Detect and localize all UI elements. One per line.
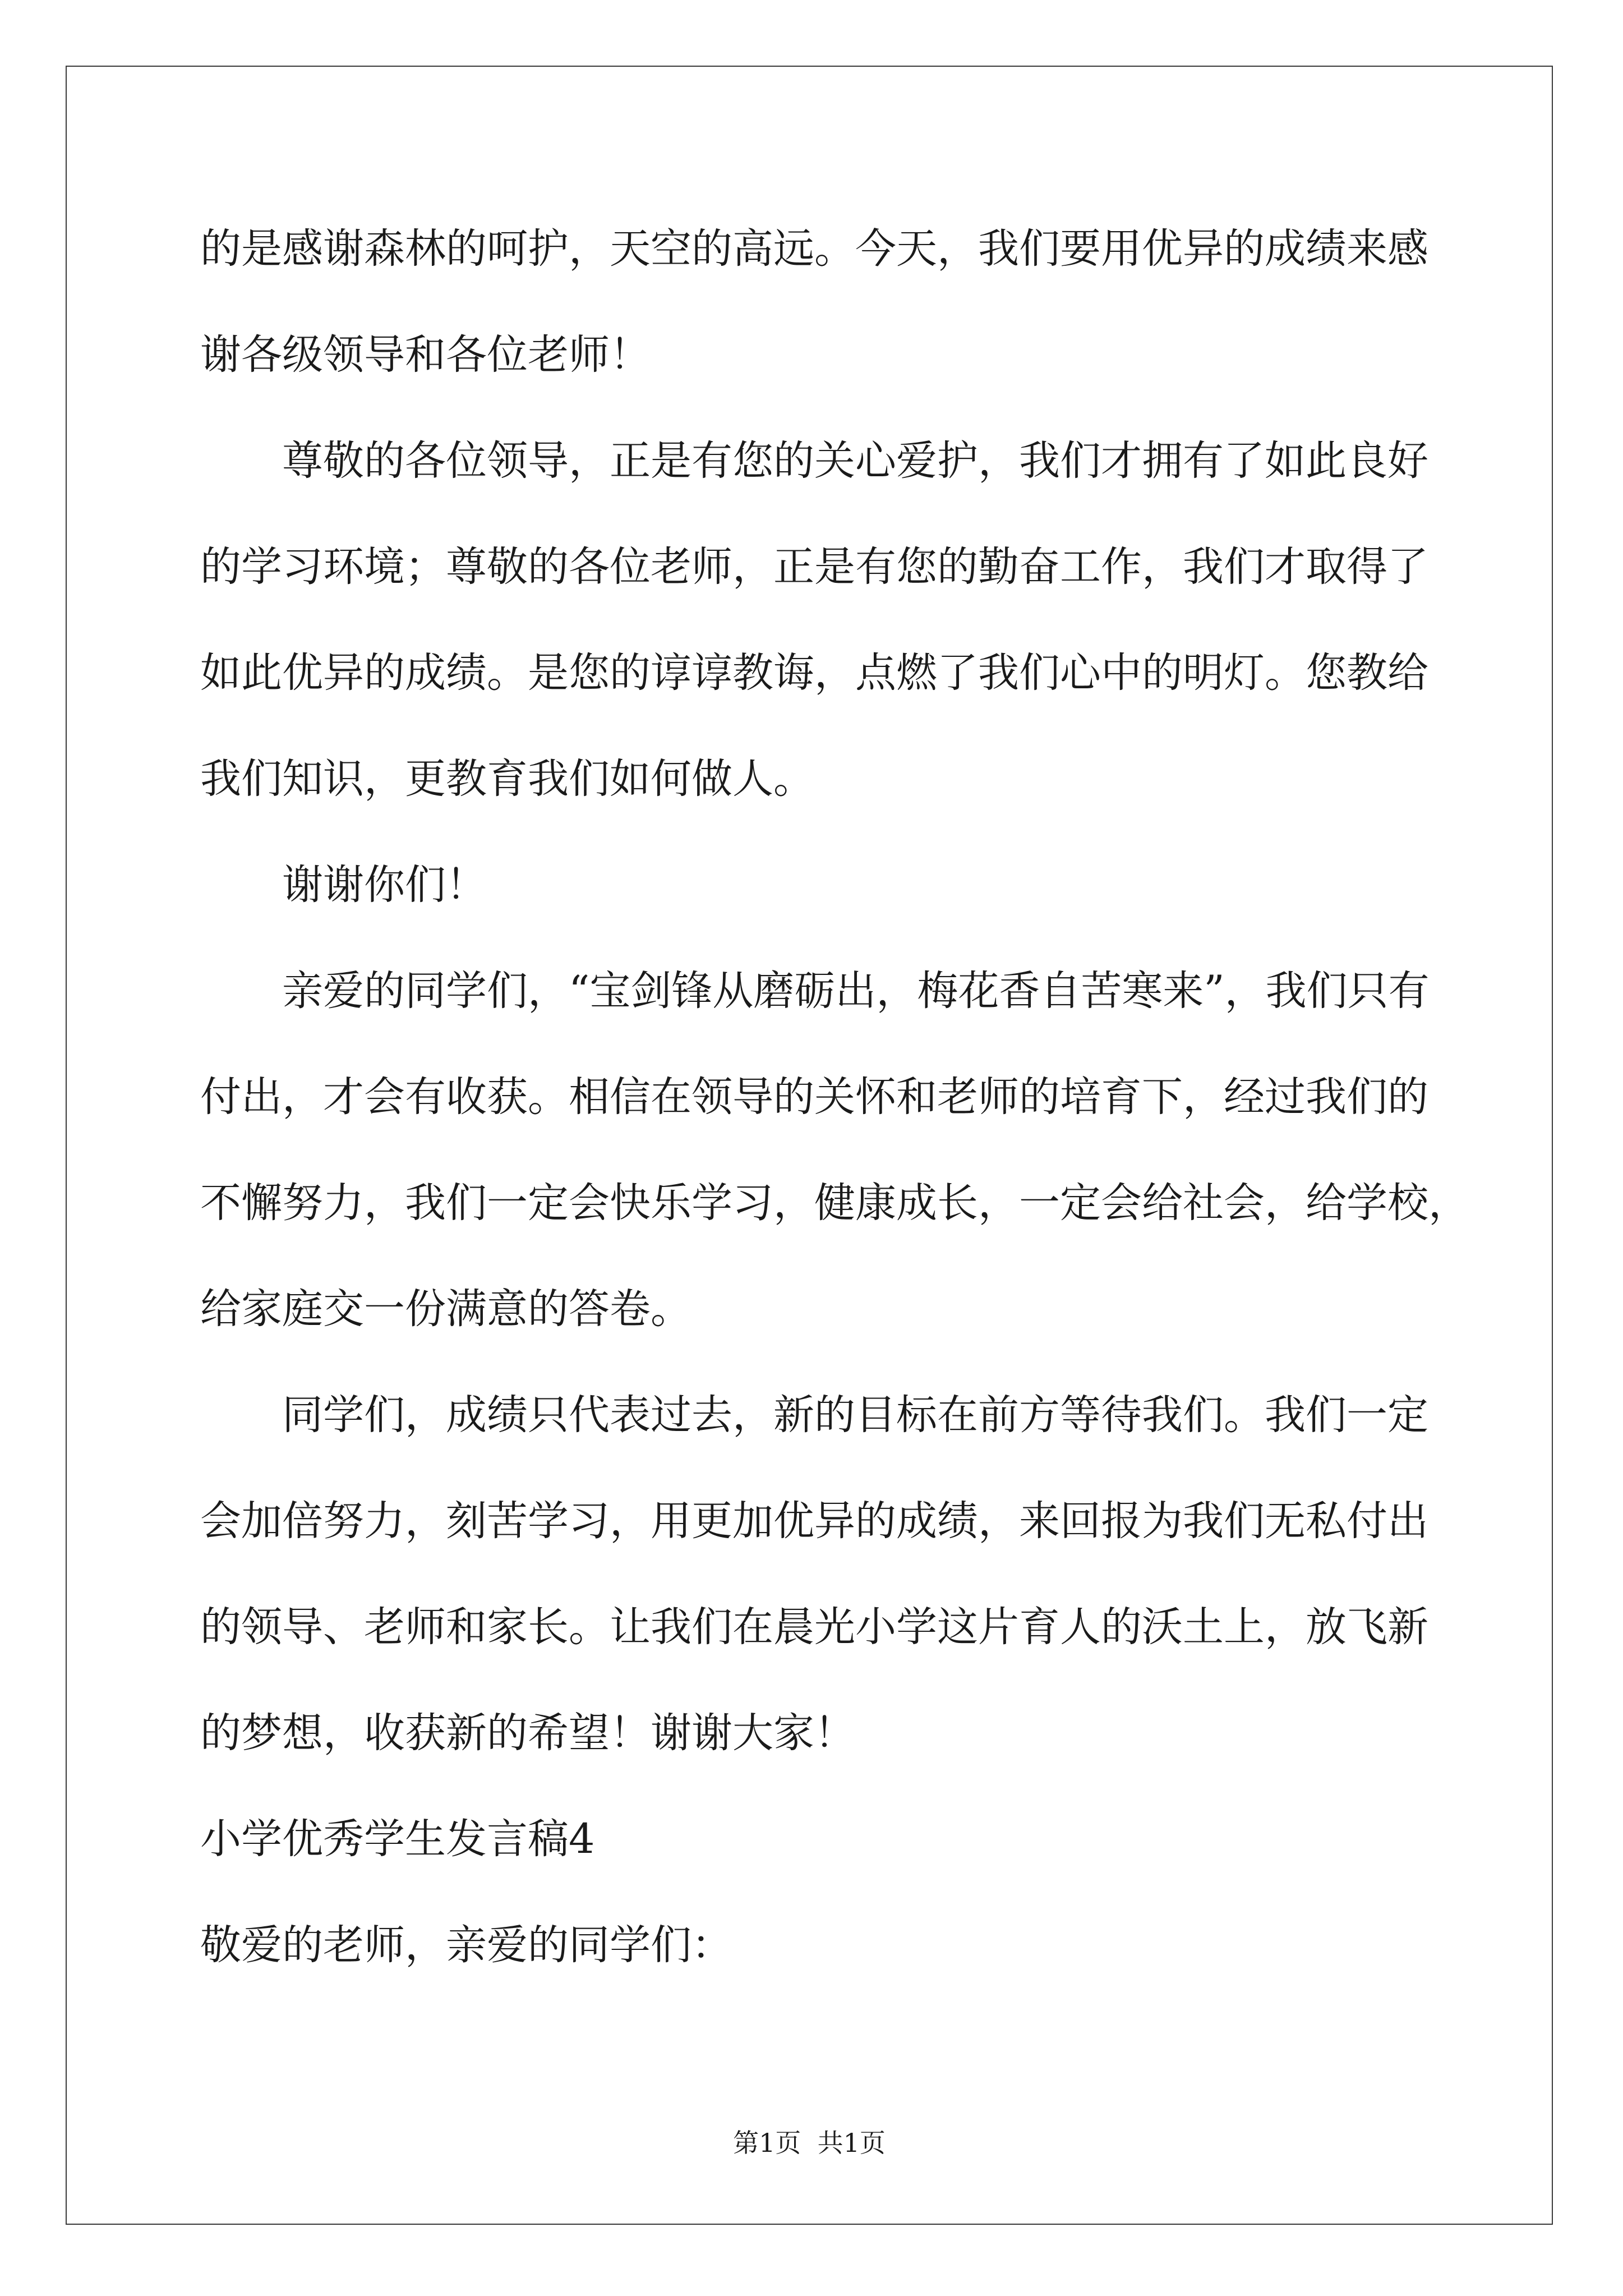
section-title: 小学优秀学生发言稿4 — [200, 1815, 595, 1863]
paragraph-line: 付出，才会有收获。相信在领导的关怀和老师的培育下，经过我们的 — [200, 1073, 1428, 1121]
paragraph-line: 如此优异的成绩。是您的谆谆教诲，点燃了我们心中的明灯。您教给 — [200, 649, 1428, 697]
paragraph-line: 尊敬的各位领导，正是有您的关心爱护，我们才拥有了如此良好 — [282, 437, 1428, 485]
paragraph-line: 的学习环境；尊敬的各位老师，正是有您的勤奋工作，我们才取得了 — [200, 543, 1428, 591]
document-body — [200, 196, 1535, 1998]
paragraph-line: 给家庭交一份满意的答卷。 — [200, 1285, 691, 1333]
paragraph-line: 我们知识，更教育我们如何做人。 — [200, 755, 814, 803]
paragraph-line: 谢各级领导和各位老师！ — [200, 331, 651, 379]
paragraph-line: 亲爱的同学们，“宝剑锋从磨砺出，梅花香自苦寒来”，我们只有 — [282, 967, 1430, 1015]
paragraph-line: 的是感谢森林的呵护，天空的高远。今天，我们要用优异的成绩来感 — [200, 225, 1428, 273]
paragraph-line: 不懈努力，我们一定会快乐学习，健康成长，一定会给社会，给学校， — [200, 1179, 1469, 1227]
paragraph-line: 同学们，成绩只代表过去，新的目标在前方等待我们。我们一定 — [282, 1391, 1428, 1439]
paragraph-line: 会加倍努力，刻苦学习，用更加优异的成绩，来回报为我们无私付出 — [200, 1497, 1428, 1545]
paragraph-line: 的梦想，收获新的希望！谢谢大家！ — [200, 1709, 855, 1757]
paragraph-line: 谢谢你们！ — [282, 861, 487, 909]
paragraph-line: 的领导、老师和家长。让我们在晨光小学这片育人的沃土上，放飞新 — [200, 1603, 1428, 1651]
salutation-line: 敬爱的老师，亲爱的同学们： — [200, 1921, 732, 1969]
page-footer: 第1页 共1页 — [733, 2128, 886, 2158]
